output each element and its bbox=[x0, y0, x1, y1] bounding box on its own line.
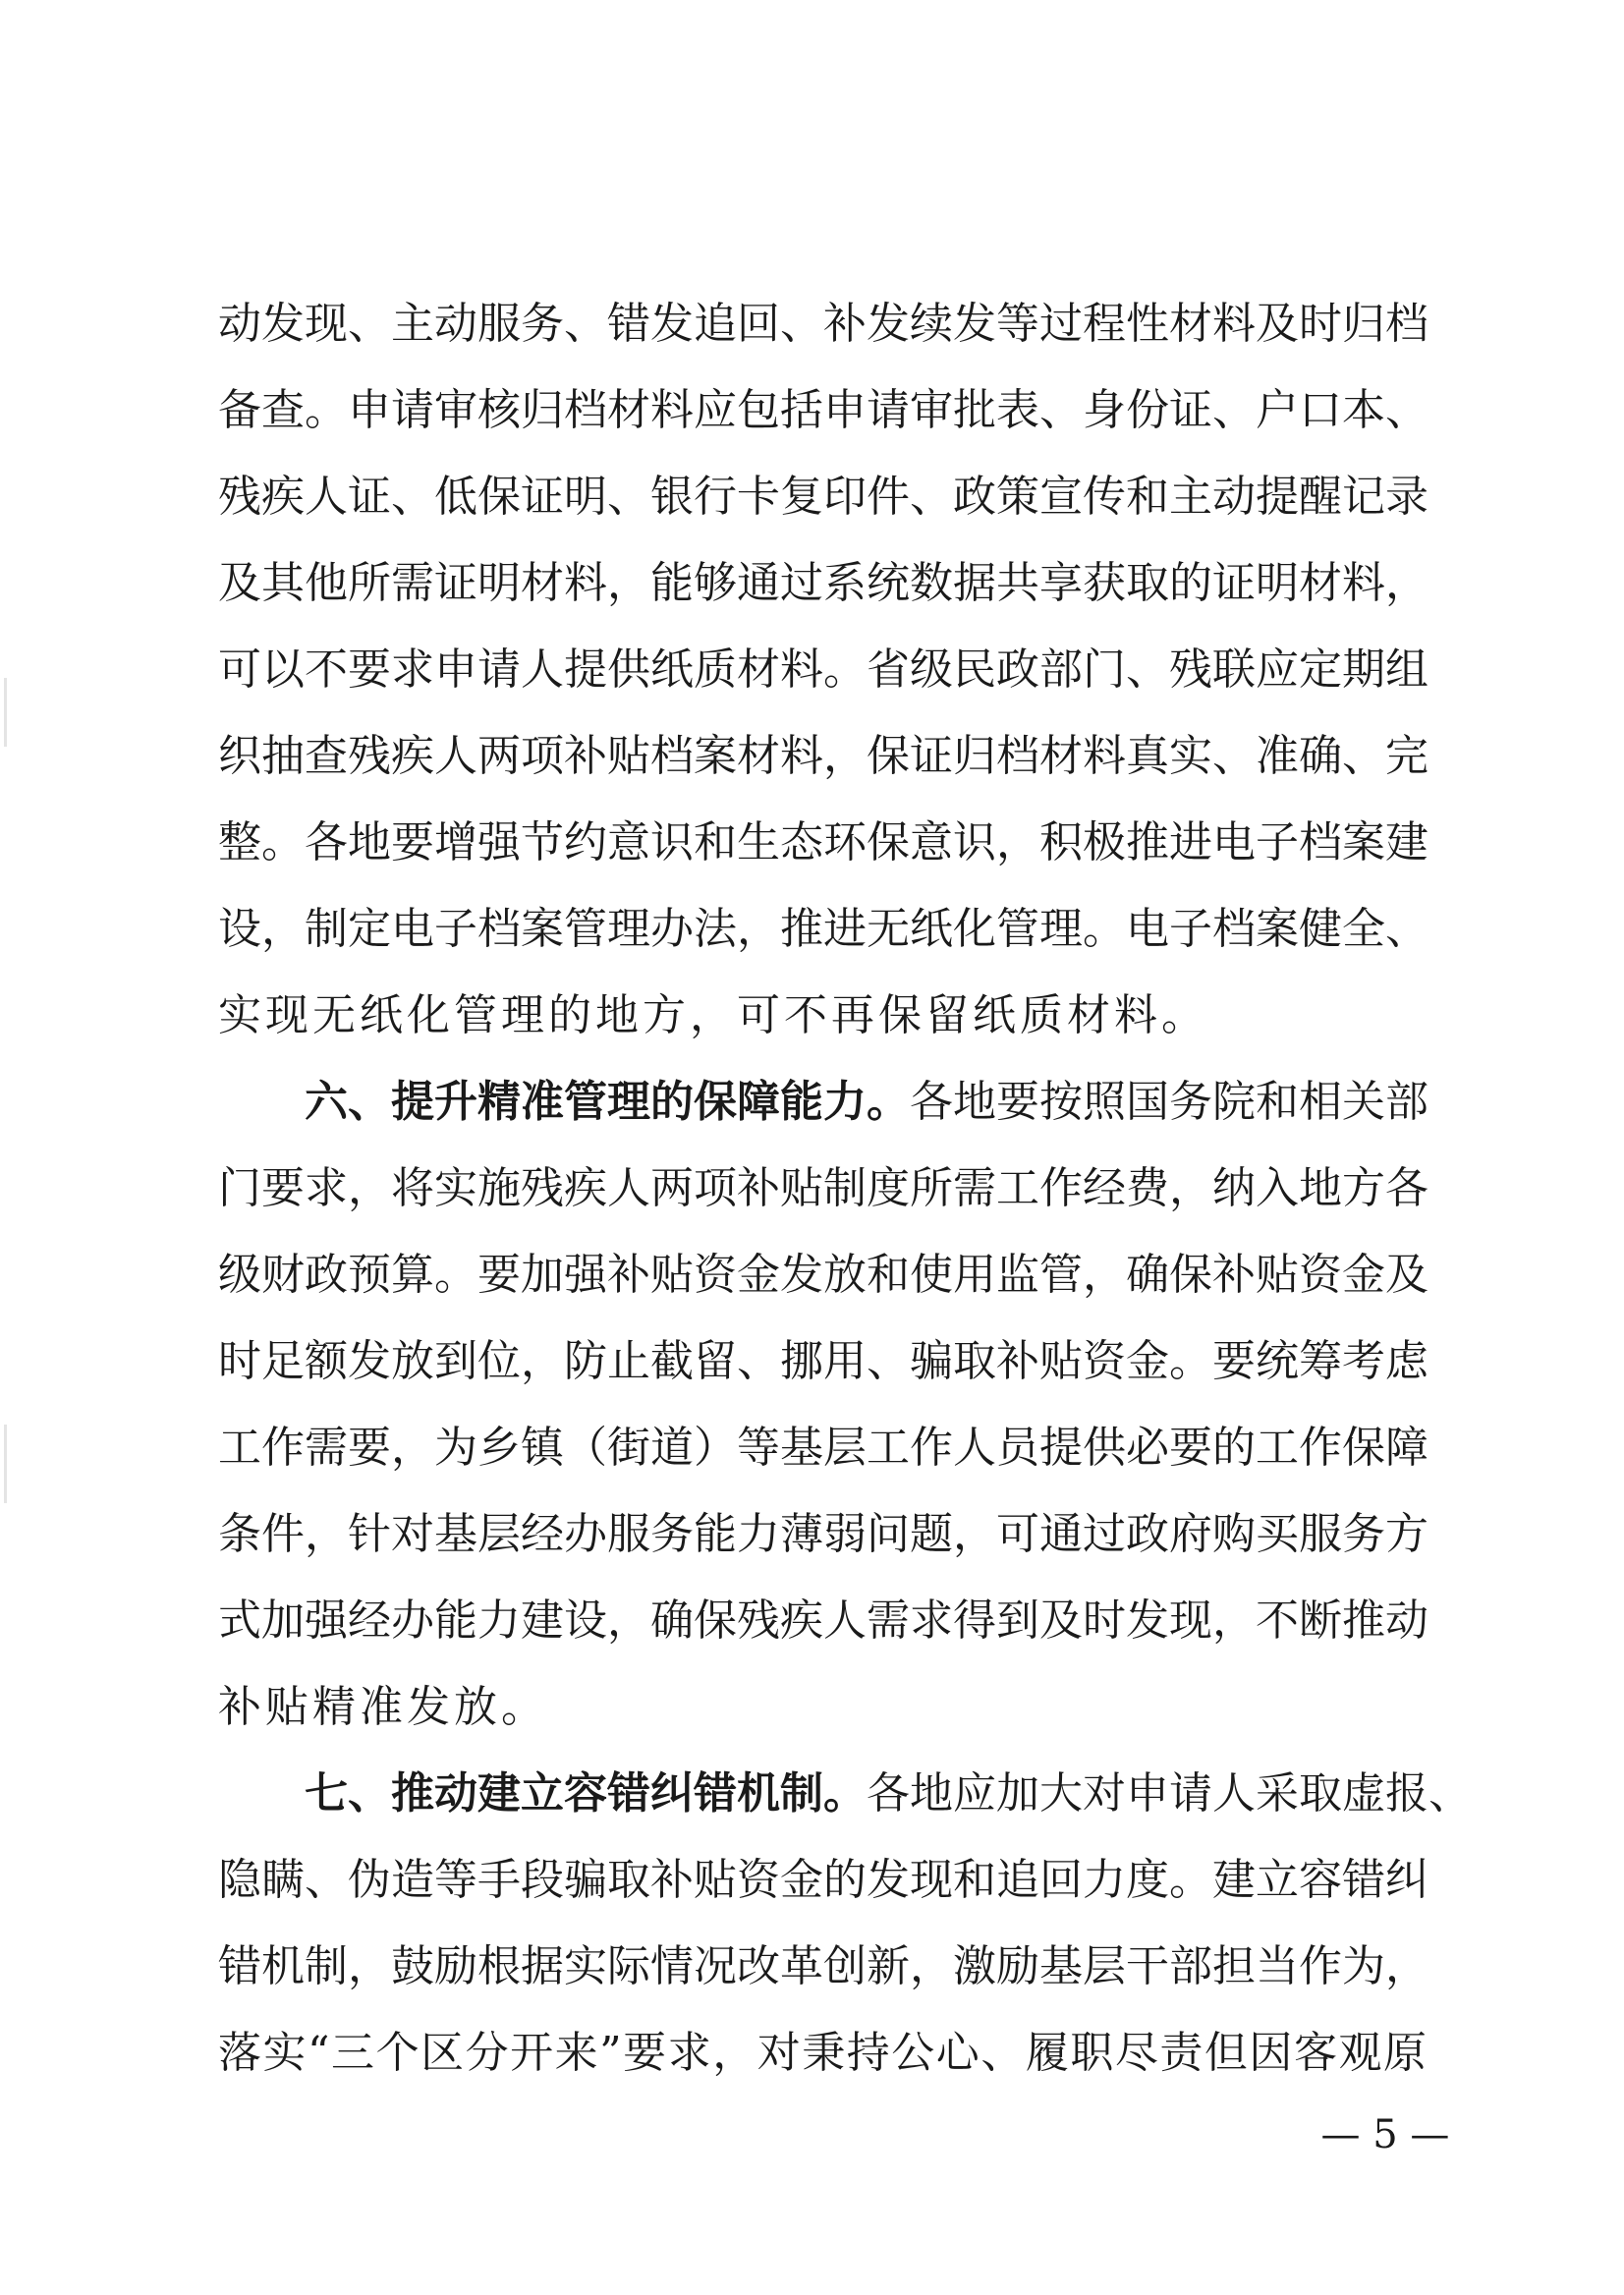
body-text-line: 备查。申请审核归档材料应包括申请审批表、身份证、户口本、 bbox=[218, 385, 1428, 435]
section-7-first-line bbox=[305, 1764, 1472, 1823]
body-text-line: 工作需要，为乡镇（街道）等基层工作人员提供必要的工作保障 bbox=[218, 1423, 1428, 1473]
body-text-line: 织抽查残疾人两项补贴档案材料，保证归档材料真实、准确、完 bbox=[218, 731, 1428, 781]
body-text-line: 门要求，将实施残疾人两项补贴制度所需工作经费，纳入地方各 bbox=[218, 1163, 1428, 1213]
body-text-line: 及其他所需证明材料，能够通过系统数据共享获取的证明材料， bbox=[218, 558, 1428, 608]
section-7-lead-text: 各地应加大对申请人采取虚报、 bbox=[867, 1768, 1472, 1819]
body-text-line: 错机制，鼓励根据实际情况改革创新，激励基层干部担当作为， bbox=[218, 1941, 1428, 1991]
body-text-line: 级财政预算。要加强补贴资金发放和使用监管，确保补贴资金及 bbox=[218, 1250, 1428, 1300]
body-text-line: 实现无纸化管理的地方，可不再保留纸质材料。 bbox=[218, 990, 1208, 1040]
body-text-line: 残疾人证、低保证明、银行卡复印件、政策宣传和主动提醒记录 bbox=[218, 472, 1428, 522]
body-text-line: 整。各地要增强节约意识和生态环保意识，积极推进电子档案建 bbox=[218, 817, 1428, 868]
scan-artifact bbox=[4, 1425, 7, 1503]
body-text-line: 条件，针对基层经办服务能力薄弱问题，可通过政府购买服务方 bbox=[218, 1509, 1428, 1559]
section-7-heading: 七、推动建立容错纠错机制。 bbox=[305, 1768, 867, 1819]
body-text-line: 可以不要求申请人提供纸质材料。省级民政部门、残联应定期组 bbox=[218, 644, 1428, 695]
body-text-line: 落实“三个区分开来”要求，对秉持公心、履职尽责但因客观原 bbox=[218, 2028, 1427, 2078]
body-text-line: 补贴精准发放。 bbox=[218, 1682, 548, 1732]
body-text-line: 动发现、主动服务、错发追回、补发续发等过程性材料及时归档 bbox=[218, 299, 1428, 349]
body-text-line: 式加强经办能力建设，确保残疾人需求得到及时发现，不断推动 bbox=[218, 1595, 1428, 1646]
section-6-heading: 六、提升精准管理的保障能力。 bbox=[305, 1077, 910, 1127]
body-text-line: 时足额发放到位，防止截留、挪用、骗取补贴资金。要统筹考虑 bbox=[218, 1336, 1428, 1386]
page-number: — 5 — bbox=[1320, 2112, 1450, 2157]
scan-artifact bbox=[4, 678, 7, 747]
body-text-line: 隐瞒、伪造等手段骗取补贴资金的发现和追回力度。建立容错纠 bbox=[218, 1855, 1428, 1905]
section-6-lead-text: 各地要按照国务院和相关部 bbox=[910, 1077, 1428, 1127]
body-text-line: 设，制定电子档案管理办法，推进无纸化管理。电子档案健全、 bbox=[218, 904, 1428, 954]
section-6-first-line bbox=[305, 1073, 1427, 1132]
